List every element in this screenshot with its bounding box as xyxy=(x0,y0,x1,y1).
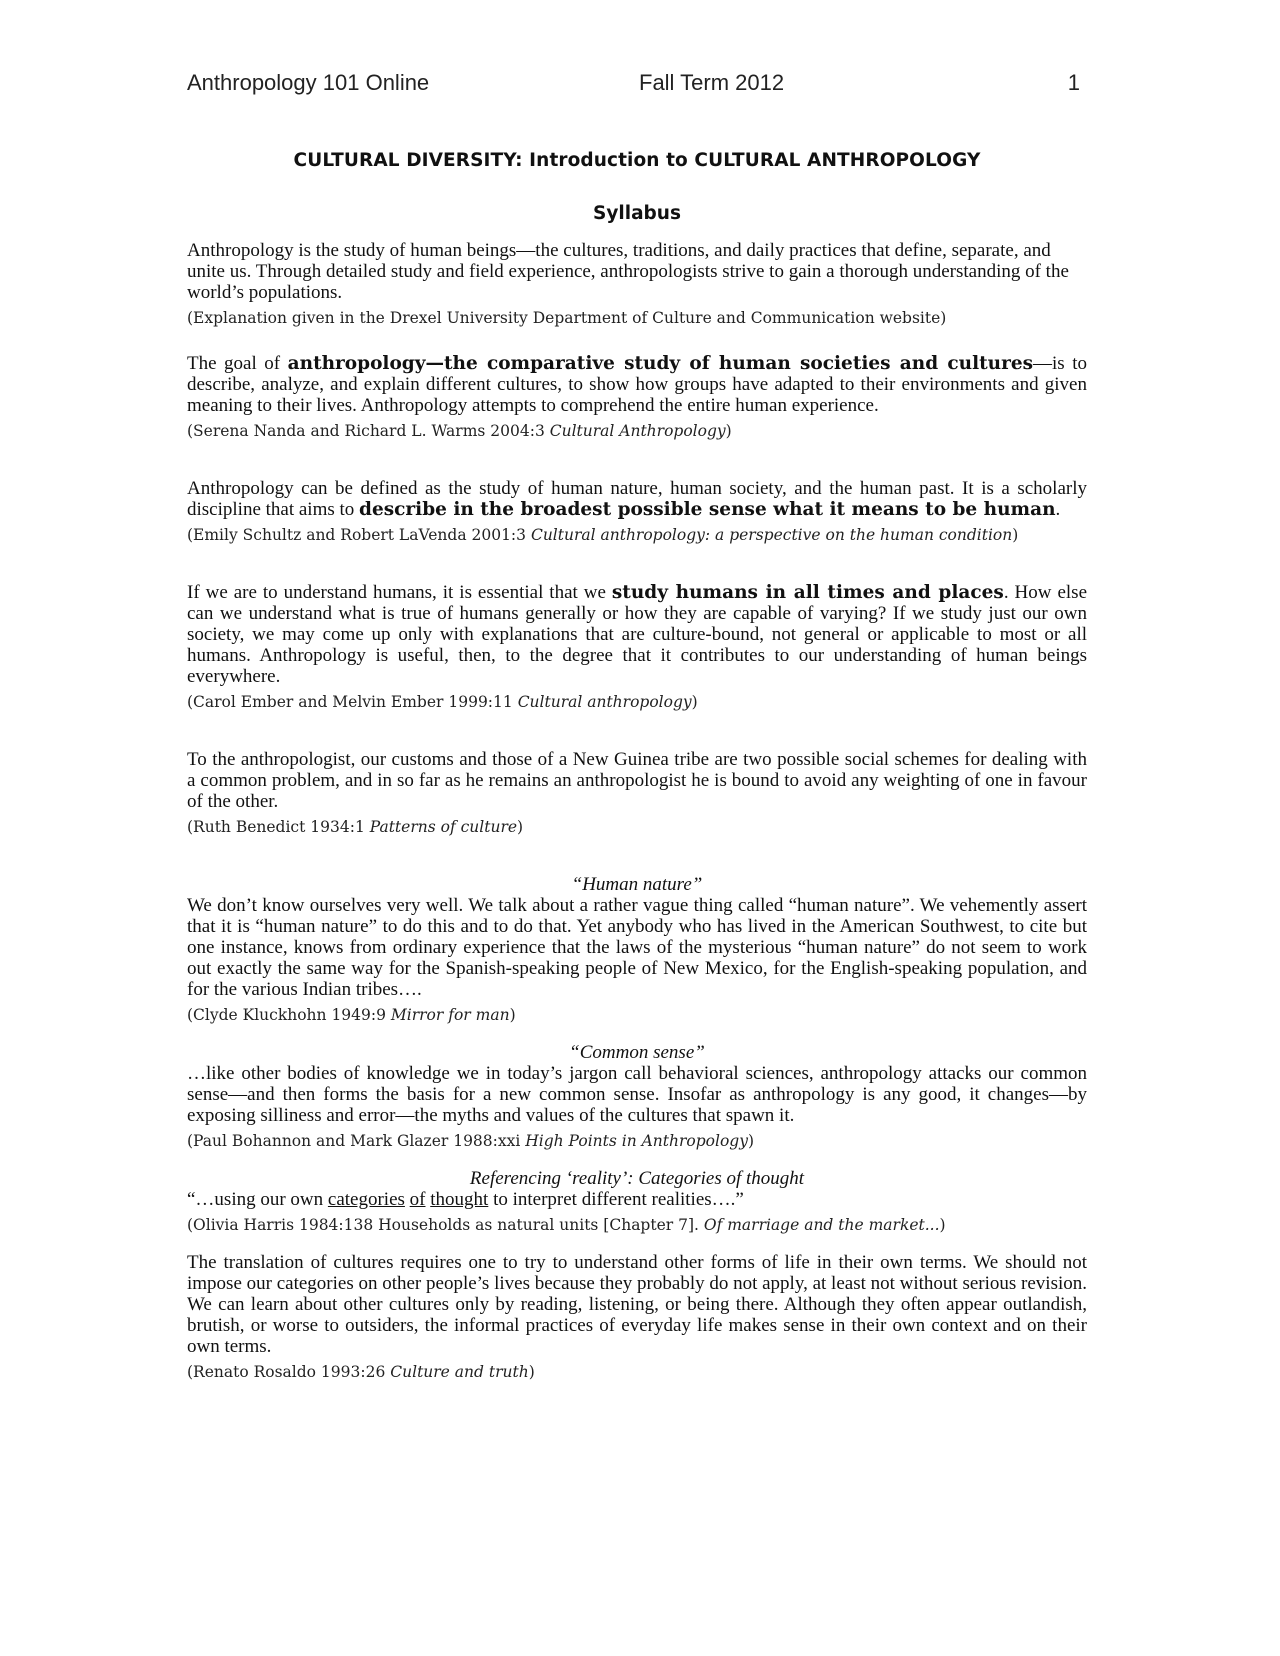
underlined-word: of xyxy=(409,1189,426,1210)
citation-title: Cultural anthropology: a perspective on the human condition xyxy=(530,526,1013,544)
quote-text: The goal of anthropology—the comparative study of human societies and cultures—is to describe, analyze, and explain different cultures, to show how groups have adapted to their environments and given meaning to their lives. Anthropology attempts to comprehend the entire human experience. xyxy=(187,353,1087,416)
quote-text: Anthropology is the study of human beings—the cultures, traditions, and daily practices that define, separate, and unite us. Through detailed study and field experience, anthropologists strive to gain a thorough understanding of the world’s populations. xyxy=(187,240,1069,303)
quote-heading: “Common sense” xyxy=(569,1042,705,1063)
citation-title: Cultural anthropology xyxy=(517,693,692,711)
underlined-word: categories xyxy=(327,1189,405,1210)
course-name: Anthropology 101 Online xyxy=(187,70,430,95)
quote-text: To the anthropologist, our customs and those of a New Guinea tribe are two possible social schemes for dealing with a common problem, and in so far as he remains an anthropologist he is bound to avoid any weighting of one in favour of the other. xyxy=(187,749,1087,812)
citation-title: Mirror for man xyxy=(390,1006,510,1024)
quote-emphasis: study humans in all times and places xyxy=(611,582,1004,603)
quote-citation: (Carol Ember and Melvin Ember 1999:11 Cultural anthropology) xyxy=(187,693,698,711)
quote-schultz-lavenda xyxy=(187,478,1087,546)
quote-citation: (Olivia Harris 1984:138 Households as natural units [Chapter 7]. Of marriage and the market...) xyxy=(187,1216,946,1234)
quote-kluckhohn xyxy=(187,874,1087,1026)
document-title: CULTURAL DIVERSITY: Introduction to CULTURAL ANTHROPOLOGY xyxy=(293,150,981,171)
citation-title: Culture and truth xyxy=(390,1363,529,1381)
citation-title: High Points in Anthropology xyxy=(525,1132,748,1150)
quote-ember xyxy=(187,582,1087,713)
document-body xyxy=(187,150,1087,1409)
citation-title: Patterns of culture xyxy=(369,818,518,836)
quote-rosaldo xyxy=(187,1252,1087,1383)
quote-citation: (Serena Nanda and Richard L. Warms 2004:3 Cultural Anthropology) xyxy=(187,422,732,440)
quote-citation: (Ruth Benedict 1934:1 Patterns of culture) xyxy=(187,818,524,836)
quote-emphasis: anthropology—the comparative study of human societies and cultures xyxy=(287,353,1034,374)
quote-nanda-warms xyxy=(187,353,1087,442)
quote-text: Anthropology can be defined as the study of human nature, human society, and the human past. It is a scholarly discipline that aims to describe in the broadest possible sense what it means to be human. xyxy=(187,478,1087,520)
quote-citation: (Renato Rosaldo 1993:26 Culture and truth) xyxy=(187,1363,535,1381)
citation-title: Cultural Anthropology xyxy=(549,422,726,440)
quote-heading: Referencing ‘reality’: Categories of thought xyxy=(469,1168,805,1189)
page-number: 1 xyxy=(1067,70,1080,95)
quote-citation: (Clyde Kluckhohn 1949:9 Mirror for man) xyxy=(187,1006,516,1024)
quote-text: The translation of cultures requires one to try to understand other forms of life in their own terms. We should not impose our categories on other people’s lives because they probably do not apply, at least not without serious revision. We can learn about other cultures only by reading, listening, or being there. Although they often appear outlandish, brutish, or worse to outsiders, the informal practices of everyday life makes sense in their own context and on their own terms. xyxy=(187,1252,1088,1357)
quote-harris xyxy=(187,1168,1087,1236)
quote-text: If we are to understand humans, it is essential that we study humans in all times and places. How else can we understand what is true of humans generally or how they are capable of varying? If we study just our own society, we may come up only with explanations that are culture-bound, not general or applicable to most or all humans. Anthropology is useful, then, to the degree that it contributes to our understanding of human beings everywhere. xyxy=(187,582,1087,687)
citation-title: Of marriage and the market... xyxy=(703,1216,940,1234)
quote-text: …like other bodies of knowledge we in today’s jargon call behavioral sciences, anthropology attacks our common sense—and then forms the basis for a new common sense. Insofar as anthropology is any good, it changes—by exposing silliness and error—the myths and values of the cultures that spawn it. xyxy=(187,1063,1087,1126)
quote-text: “…using our own categories of thought to interpret different realities….” xyxy=(187,1189,744,1210)
term-label: Fall Term 2012 xyxy=(639,70,785,95)
quote-bohannon-glazer xyxy=(187,1042,1087,1152)
quote-emphasis: describe in the broadest possible sense what it means to be human xyxy=(359,499,1056,520)
document-subtitle: Syllabus xyxy=(593,203,681,224)
quote-citation: (Paul Bohannon and Mark Glazer 1988:xxi High Points in Anthropology) xyxy=(187,1132,755,1150)
quote-text: We don’t know ourselves very well. We talk about a rather vague thing called “human nature”. We vehemently assert that it is “human nature” to do this and to do that. Yet anybody who has lived in the American Southwest, to cite but one instance, knows from ordinary experience that the laws of the mysterious “human nature” do not seem to work out exactly the same way for the Spanish-speaking people of New Mexico, for the English-speaking population, and for the various Indian tribes…. xyxy=(187,895,1087,1000)
page-header xyxy=(187,70,1092,102)
quote-heading: “Human nature” xyxy=(571,874,703,895)
underlined-word: thought xyxy=(430,1189,489,1210)
quote-citation: (Explanation given in the Drexel University Department of Culture and Communication website) xyxy=(187,309,947,327)
quote-benedict xyxy=(187,749,1087,838)
quote-drexel xyxy=(187,240,1087,329)
quote-citation: (Emily Schultz and Robert LaVenda 2001:3 Cultural anthropology: a perspective on the human condition) xyxy=(187,526,1019,544)
